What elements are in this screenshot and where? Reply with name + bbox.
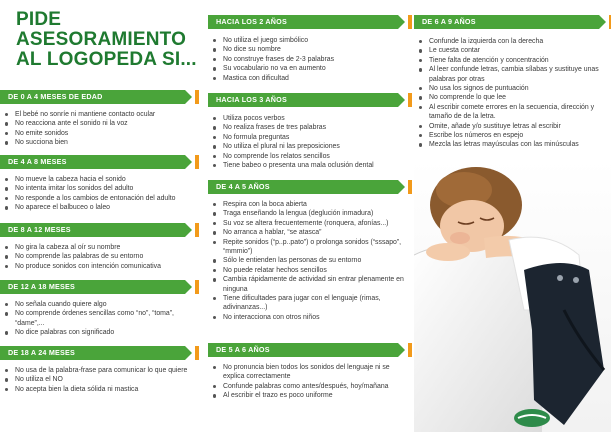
list-item: No señala cuando quiere algo xyxy=(2,300,198,309)
list-item: No dice su nombre xyxy=(210,45,404,54)
list-item: No puede relatar hechos sencillos xyxy=(210,266,404,275)
list-item: Traga enseñando la lengua (deglución inmadura) xyxy=(210,209,404,218)
list-item: No formula preguntas xyxy=(210,133,404,142)
list-item: No utiliza el NO xyxy=(2,375,198,384)
list-item: No dice palabras con significado xyxy=(2,328,198,337)
section-list-12-18-meses xyxy=(2,300,198,338)
list-item: No succiona bien xyxy=(2,138,198,147)
section-heading-5-6-anos: DE 5 A 6 AÑOS xyxy=(208,343,398,357)
list-item: Sólo le entienden las personas de su entorno xyxy=(210,256,404,265)
list-item: No usa los signos de puntuación xyxy=(416,84,610,93)
page-title xyxy=(16,10,197,70)
list-item: No pronuncia bien todos los sonidos del lenguaje ni se explica correctamente xyxy=(210,363,404,382)
list-item: No comprende los relatos sencillos xyxy=(210,152,404,161)
list-item: Al leer confunde letras, cambia sílabas y sustituye unas palabras por otras xyxy=(416,65,610,84)
list-item: Su voz se altera frecuentemente (ronquera, afonías...) xyxy=(210,219,404,228)
list-item: Su vocabulario no va en aumento xyxy=(210,64,404,73)
sleeping-child-photo xyxy=(414,160,611,432)
title-line-2: ASESORAMIENTO xyxy=(16,29,187,50)
section-list-4-8-meses xyxy=(2,175,198,213)
list-item: No utiliza el plural ni las preposiciones xyxy=(210,142,404,151)
list-item: Mastica con dificultad xyxy=(210,74,404,83)
section-heading-6-9-anos: DE 6 A 9 AÑOS xyxy=(414,15,599,29)
section-list-0-4-meses xyxy=(2,110,198,148)
list-item: Utiliza pocos verbos xyxy=(210,114,404,123)
list-item: No comprende órdenes sencillas como “no”, “toma”, “dame”,... xyxy=(2,309,198,328)
list-item: Respira con la boca abierta xyxy=(210,200,404,209)
list-item: No usa de la palabra-frase para comunicar lo que quiere xyxy=(2,366,198,375)
list-item: Confunde palabras como antes/después, hoy/mañana xyxy=(210,382,404,391)
list-item: Omite, añade y/o sustituye letras al escribir xyxy=(416,122,610,131)
title-line-3: AL LOGOPEDA SI... xyxy=(16,49,197,70)
list-item: No utiliza el juego simbólico xyxy=(210,36,404,45)
section-heading-2-anos: HACIA LOS 2 AÑOS xyxy=(208,15,398,29)
list-item: Escribe los números en espejo xyxy=(416,131,610,140)
section-heading-18-24-meses: DE 18 A 24 MESES xyxy=(0,346,185,360)
section-list-5-6-anos xyxy=(210,363,404,401)
section-list-8-12-meses xyxy=(2,243,198,271)
list-item: Le cuesta contar xyxy=(416,46,610,55)
list-item: No interacciona con otros niños xyxy=(210,313,404,322)
sleeping-child-illustration xyxy=(414,160,611,432)
section-list-2-anos xyxy=(210,36,404,83)
list-item: No gira la cabeza al oír su nombre xyxy=(2,243,198,252)
list-item: Al escribir el trazo es poco uniforme xyxy=(210,391,404,400)
list-item: Tiene dificultades para jugar con el lenguaje (rimas, adivinanzas...) xyxy=(210,294,404,313)
list-item: No comprende las palabras de su entorno xyxy=(2,252,198,261)
list-item: No intenta imitar los sonidos del adulto xyxy=(2,184,198,193)
list-item: No emite sonidos xyxy=(2,129,198,138)
section-heading-4-5-anos: DE 4 A 5 AÑOS xyxy=(208,180,398,194)
list-item: No acepta bien la dieta sólida ni mastica xyxy=(2,385,198,394)
section-heading-3-anos: HACIA LOS 3 AÑOS xyxy=(208,93,398,107)
list-item: No reacciona ante el sonido ni la voz xyxy=(2,119,198,128)
title-line-1: PIDE xyxy=(16,9,62,30)
section-heading-12-18-meses: DE 12 A 18 MESES xyxy=(0,280,185,294)
list-item: No construye frases de 2-3 palabras xyxy=(210,55,404,64)
list-item: No aparece el balbuceo o laleo xyxy=(2,203,198,212)
list-item: Al escribir comete errores en la secuencia, dirección y tamaño de de la letra. xyxy=(416,103,610,122)
list-item: Confunde la izquierda con la derecha xyxy=(416,37,610,46)
list-item: No realiza frases de tres palabras xyxy=(210,123,404,132)
list-item: Tiene falta de atención y concentración xyxy=(416,56,610,65)
section-list-18-24-meses xyxy=(2,366,198,394)
list-item: No responde a los cambios de entonación del adulto xyxy=(2,194,198,203)
list-item: Repite sonidos (“p..p..pato”) o prolonga sonidos (“sssapo”, “mmmio”) xyxy=(210,238,404,257)
list-item: No mueve la cabeza hacia el sonido xyxy=(2,175,198,184)
list-item: Cambia rápidamente de actividad sin entrar plenamente en ninguna xyxy=(210,275,404,294)
section-heading-4-8-meses: DE 4 A 8 MESES xyxy=(0,155,185,169)
list-item: No arranca a hablar, “se atasca” xyxy=(210,228,404,237)
list-item: No comprende lo que lee xyxy=(416,93,610,102)
list-item: El bebé no sonríe ni mantiene contacto ocular xyxy=(2,110,198,119)
list-item: Mezcla las letras mayúsculas con las minúsculas xyxy=(416,140,610,149)
section-heading-8-12-meses: DE 8 A 12 MESES xyxy=(0,223,185,237)
section-heading-0-4-meses: DE 0 A 4 MESES DE EDAD xyxy=(0,90,185,104)
list-item: No produce sonidos con intención comunicativa xyxy=(2,262,198,271)
list-item: Tiene babeo o presenta una mala oclusión dental xyxy=(210,161,404,170)
section-list-4-5-anos xyxy=(210,200,404,322)
section-list-3-anos xyxy=(210,114,404,170)
section-list-6-9-anos xyxy=(416,37,610,150)
